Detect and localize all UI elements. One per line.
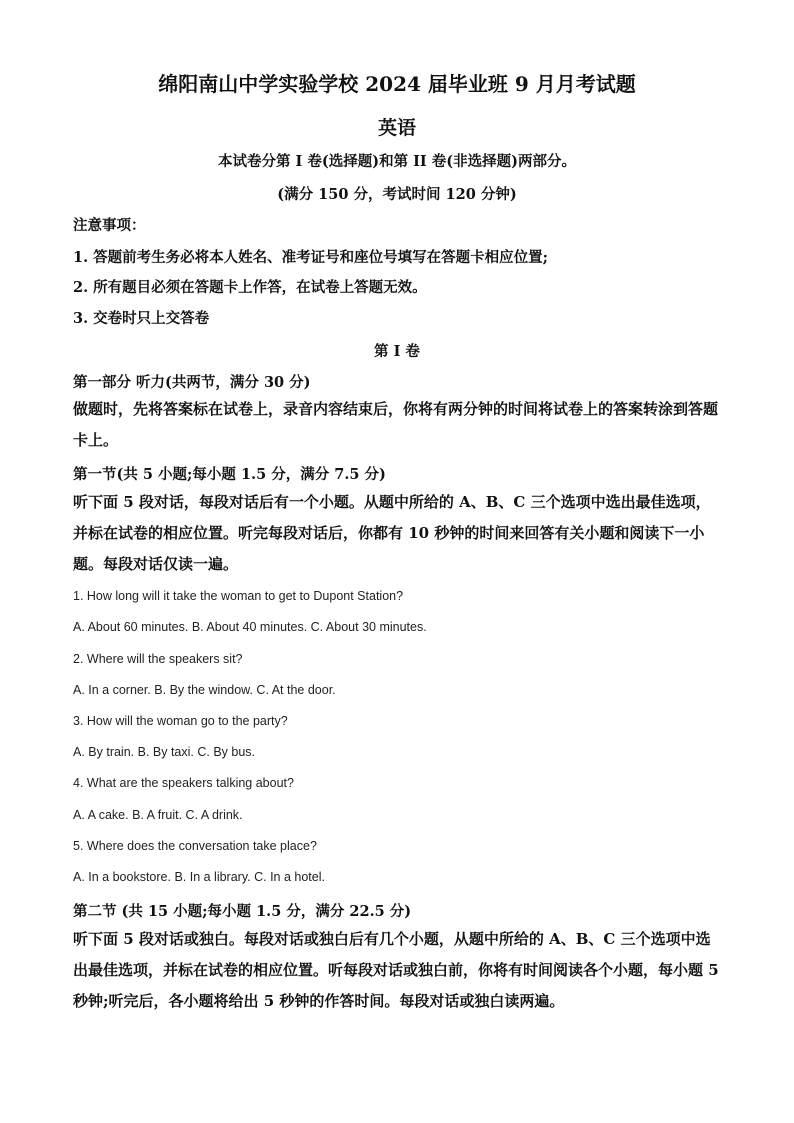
section-one-instructions: 听下面 5 段对话，每段对话后有一个小题。从题中所给的 A、B、C 三个选项中选出最佳选项，并标在试卷的相应位置。听完每段对话后，你都有 10 秒钟的时间来回答有关小题和阅读下一小题。每段对话仅读一遍。 xyxy=(73,493,711,573)
score-and-time: (满分 150 分，考试时间 120 分钟) xyxy=(277,186,517,203)
subject-title: 英语 xyxy=(377,117,416,139)
section-two-instructions: 听下面 5 段对话或独白。每段对话或独白后有几个小题，从题中所给的 A、B、C 三个选项中选出最佳选项，并标在试卷的相应位置。听每段对话或独白前，你将有时间阅读各个小题，每小题 5 秒钟;听完后，各小题将给出 5 秒钟的作答时间。每段对话或独白读两遍。 xyxy=(73,930,719,1010)
question-3-options: A. By train. B. By taxi. C. By bus. xyxy=(73,745,256,759)
question-4-options: A. A cake. B. A fruit. C. A drink. xyxy=(73,808,243,822)
question-2-options: A. In a corner. B. By the window. C. At the door. xyxy=(73,683,336,697)
part-one-instructions: 做题时，先将答案标在试卷上，录音内容结束后，你将有两分钟的时间将试卷上的答案转涂到答题卡上。 xyxy=(73,400,719,449)
section-one-heading: 第一节(共 5 小题;每小题 1.5 分，满分 7.5 分) xyxy=(73,466,386,483)
question-3-stem: 3. How will the woman go to the party? xyxy=(73,714,288,728)
question-4-stem: 4. What are the speakers talking about? xyxy=(73,776,294,790)
note-item-1: 1. 答题前考生务必将本人姓名、准考证号和座位号填写在答题卡相应位置; xyxy=(73,249,549,266)
section-two-heading: 第二节 (共 15 小题;每小题 1.5 分，满分 22.5 分) xyxy=(73,903,412,920)
note-item-3: 3. 交卷时只上交答卷 xyxy=(73,310,210,327)
paper-composition: 本试卷分第 I 卷(选择题)和第 II 卷(非选择题)两部分。 xyxy=(218,153,576,170)
question-1-options: A. About 60 minutes. B. About 40 minutes. C. About 30 minutes. xyxy=(73,620,427,634)
question-5-options: A. In a bookstore. B. In a library. C. In a hotel. xyxy=(73,870,325,884)
question-1-stem: 1. How long will it take the woman to get to Dupont Station? xyxy=(73,589,404,603)
exam-title: 绵阳南山中学实验学校 2024 届毕业班 9 月月考试题 xyxy=(158,72,636,96)
question-2-stem: 2. Where will the speakers sit? xyxy=(73,652,243,666)
note-item-2: 2. 所有题目必须在答题卡上作答，在试卷上答题无效。 xyxy=(73,279,427,296)
notes-heading: 注意事项： xyxy=(73,217,146,234)
part-one-heading: 第一部分 听力(共两节，满分 30 分) xyxy=(73,374,311,391)
question-5-stem: 5. Where does the conversation take place? xyxy=(73,839,317,853)
volume-one-label: 第 I 卷 xyxy=(374,343,420,360)
